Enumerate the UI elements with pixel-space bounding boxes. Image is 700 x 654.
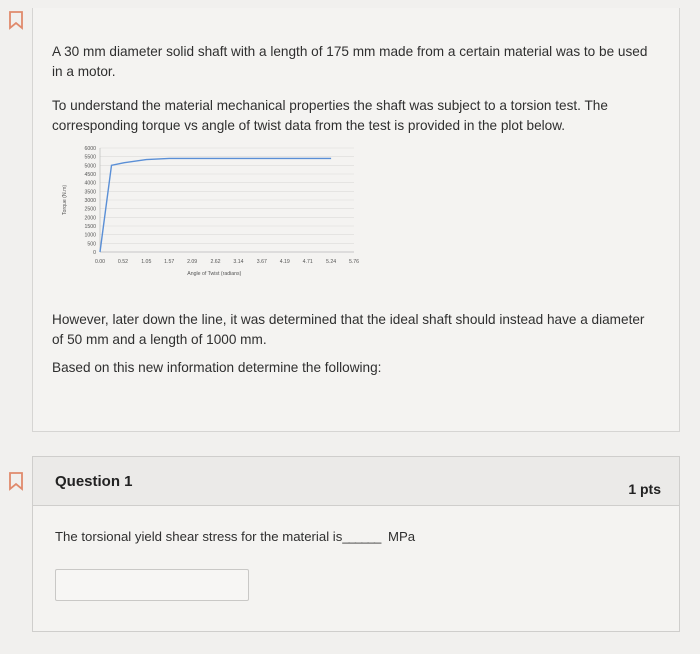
x-tick-label: 3.67	[256, 259, 267, 265]
y-tick-label: 1000	[84, 232, 96, 239]
series-line	[100, 158, 331, 252]
question-header	[33, 457, 679, 506]
x-tick-label: 2.09	[187, 259, 198, 265]
y-tick-label: 4000	[84, 180, 96, 187]
answer-blank: ______	[342, 529, 381, 544]
y-tick-label: 5500	[84, 154, 96, 161]
unit-label: MPa	[388, 529, 416, 544]
y-tick-label: 3500	[84, 189, 96, 196]
y-tick-label: 500	[87, 241, 96, 248]
y-tick-label: 5000	[84, 163, 96, 170]
y-tick-label: 4500	[84, 172, 96, 178]
y-tick-label: 2500	[84, 206, 96, 213]
x-tick-label: 3.14	[233, 259, 244, 265]
y-tick-label: 3000	[84, 198, 96, 204]
flag-question-icon[interactable]	[5, 9, 27, 31]
x-tick-label: 4.19	[279, 259, 290, 265]
y-tick-label: 2000	[84, 215, 96, 222]
x-tick-label: 2.62	[210, 259, 221, 265]
redesign-paragraph: However, later down the line, it was determined that the ideal shaft should instead have a diameter of 50 mm and a length of 1000 mm.	[52, 312, 645, 347]
x-tick-label: 5.76	[348, 259, 360, 265]
x-tick-label: 4.71	[302, 259, 313, 265]
intro-paragraph: A 30 mm diameter solid shaft with a length of 175 mm made from a certain material was to be used in a motor.	[52, 44, 648, 79]
y-tick-label: 1500	[84, 224, 96, 230]
y-axis-label: Torque (N.m)	[62, 184, 68, 216]
x-tick-label: 1.57	[164, 259, 175, 265]
question-title: Question 1	[55, 473, 133, 490]
instruction-paragraph: Based on this new information determine the following:	[52, 360, 382, 375]
question-prompt-text: The torsional yield shear stress for the material is	[55, 529, 343, 544]
torsion-test-paragraph: To understand the material mechanical properties the shaft was subject to a torsion test. The corresponding torque vs angle of twist data from the test is provided in the plot below.	[52, 98, 608, 133]
x-tick-label: 1.05	[141, 259, 152, 265]
question-1-card	[32, 456, 680, 632]
torque-vs-twist-chart	[58, 142, 358, 294]
answer-input[interactable]	[55, 569, 249, 601]
question-prompt	[55, 529, 415, 544]
y-tick-label: 6000	[84, 146, 96, 152]
x-tick-label: 5.24	[326, 259, 337, 265]
x-tick-label: 0.00	[94, 259, 106, 265]
y-tick-label: 0	[93, 250, 96, 256]
flag-question-icon[interactable]	[5, 470, 27, 492]
question-points: 1 pts	[628, 481, 661, 497]
x-axis-label: Angle of Twist (radians)	[187, 271, 242, 277]
x-tick-label: 0.52	[117, 259, 128, 265]
